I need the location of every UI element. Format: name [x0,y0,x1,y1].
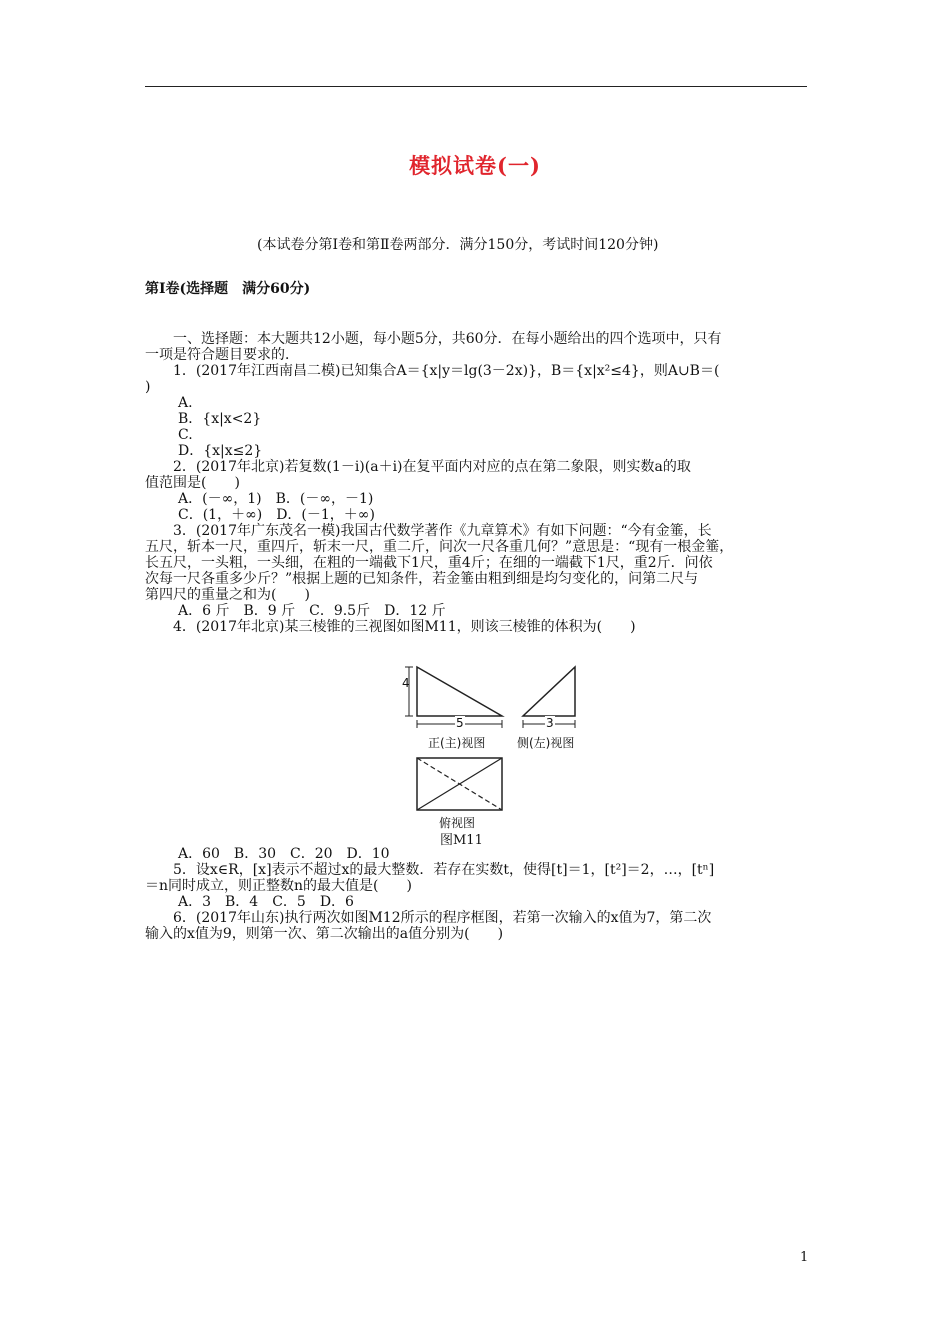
figure-caption: 图M11 [440,833,483,848]
top-view-label: 俯视图 [439,816,476,830]
front-view-label: 正(主)视图 [428,736,486,750]
text-line: 值范围是( ) [145,475,240,491]
page-title: 模拟试卷(一) [409,153,541,178]
text-line: A．(－∞，1) B．(－∞，－1) [178,491,374,507]
header-rule [145,86,807,87]
text-line: ＝n同时成立，则正整数n的最大值是( ) [145,878,412,894]
text-line: 5．设x∈R，[x]表示不超过x的最大整数．若存在实数t，使得[t]＝1，[t²]＝2，…，[tⁿ] [173,862,715,878]
text-line: 3．(2017年广东茂名一模)我国古代数学著作《九章算术》有如下问题：“今有金箠，长 [173,523,712,539]
side-view-triangle [523,667,575,716]
three-view-drawing [395,663,595,843]
text-line: A．60 B．30 C．20 D．10 [178,846,390,862]
text-line: 1．(2017年江西南昌二模)已知集合A＝{x|y＝lg(3－2x)}，B＝{x|x²≤4}，则A∪B＝( [173,363,720,379]
text-line: 6．(2017年山东)执行两次如图M12所示的程序框图，若第一次输入的x值为7，第二次 [173,910,712,926]
side-view-label: 侧(左)视图 [517,736,575,750]
three-view-figure [395,663,595,848]
text-line: 一项是符合题目要求的． [145,347,299,363]
dim-front-width-label: 5 [456,716,464,730]
text-line: 五尺，斩本一尺，重四斤，斩末一尺，重二斤，问次一尺各重几何？”意思是：“现有一根金箠， [145,539,734,555]
question-text-top [145,331,810,635]
page-number: 1 [800,1250,809,1265]
text-line: 次每一尺各重多少斤？”根据上题的已知条件，若金箠由粗到细是均匀变化的，问第二尺与 [145,571,699,587]
text-line: A．6 斤 B．9 斤 C．9.5斤 D．12 斤 [178,603,446,619]
text-line: 第四尺的重量之和为( ) [145,587,310,603]
section-heading: 第Ⅰ卷(选择题 满分60分) [145,281,311,297]
dim-height-label: 4 [402,676,410,690]
dim-side-width-label: 3 [546,716,554,730]
text-line: A．3 B．4 C．5 D．6 [178,894,354,910]
text-line: 长五尺，一头粗，一头细，在粗的一端截下1尺，重4斤；在细的一端截下1尺，重2斤．问依 [145,555,713,571]
text-line: 4．(2017年北京)某三棱锥的三视图如图M11，则该三棱锥的体积为( ) [173,619,636,635]
text-line: B．{x|x<2} [178,411,262,427]
front-view-triangle [417,667,502,716]
text-line: ) [145,379,151,395]
text-line: C．(1，＋∞) D．(－1，＋∞) [178,507,375,523]
text-line: A. [178,395,193,411]
text-line: 输入的x值为9，则第一次、第二次输出的a值分别为( ) [145,926,504,942]
text-line: 2．(2017年北京)若复数(1－i)(a＋i)在复平面内对应的点在第二象限，则实数a的取 [173,459,691,475]
question-text-bottom [145,846,810,942]
text-line: 一、选择题：本大题共12小题，每小题5分，共60分．在每小题给出的四个选项中，只有 [173,331,722,347]
exam-note: (本试卷分第Ⅰ卷和第Ⅱ卷两部分．满分150分，考试时间120分钟) [257,237,659,253]
text-line: C. [178,427,193,443]
text-line: D．{x|x≤2} [178,443,263,459]
